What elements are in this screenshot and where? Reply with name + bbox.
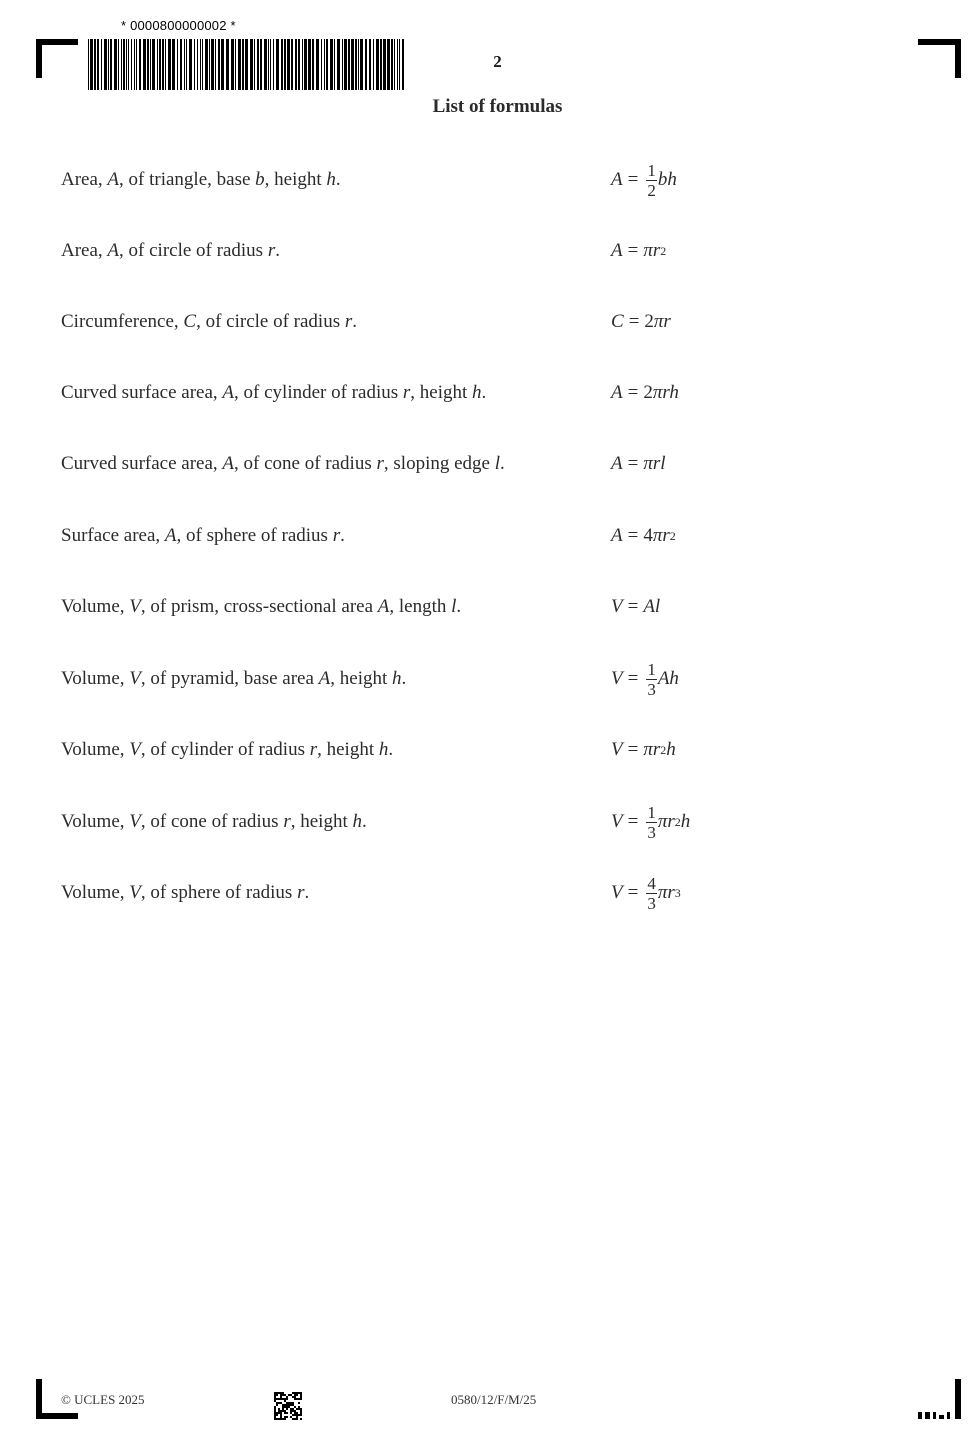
formula-term: πr bbox=[652, 525, 670, 546]
equals-sign: = bbox=[627, 453, 639, 474]
description-text: Volume, bbox=[61, 811, 130, 832]
description-text: Area, bbox=[61, 240, 108, 261]
variable: A bbox=[377, 596, 390, 617]
formula-row bbox=[61, 231, 861, 271]
formula-term: πrh bbox=[652, 382, 679, 403]
description-text: . bbox=[388, 739, 394, 760]
formula-expression: V = πr 2 h bbox=[611, 739, 676, 760]
formula-term: πr bbox=[657, 882, 675, 903]
formula-description bbox=[61, 373, 486, 413]
formula-description bbox=[61, 873, 309, 913]
variable: V bbox=[129, 882, 141, 903]
description-text: , of cylinder of radius bbox=[140, 739, 310, 760]
description-text: . bbox=[456, 596, 462, 617]
fraction bbox=[646, 661, 657, 698]
formula-row bbox=[61, 730, 861, 770]
formula-term: πr bbox=[657, 811, 675, 832]
page-title: List of formulas bbox=[432, 96, 563, 117]
formula-lhs: V bbox=[611, 739, 623, 760]
variable: l bbox=[494, 453, 501, 474]
fraction-numerator: 4 bbox=[647, 873, 656, 893]
description-text: Surface area, bbox=[61, 525, 165, 546]
coefficient: 4 bbox=[643, 525, 653, 546]
description-text: . bbox=[500, 453, 505, 474]
equals-sign: = bbox=[627, 882, 639, 903]
description-text: , of circle of radius bbox=[196, 311, 345, 332]
formula-expression bbox=[611, 302, 671, 342]
description-text: , of cone of radius bbox=[234, 453, 377, 474]
footer-copyright: © UCLES 2025 bbox=[61, 1392, 145, 1407]
formula-row bbox=[61, 373, 861, 413]
variable: A bbox=[164, 525, 177, 546]
formula-expression: V = $\frac{4}{3}$ πr 3 bbox=[611, 873, 681, 913]
formula-description bbox=[61, 516, 345, 556]
description-text: . bbox=[362, 811, 367, 832]
description-text: , of prism, cross-sectional area bbox=[140, 596, 378, 617]
variable: h bbox=[472, 382, 482, 403]
description-text: . bbox=[340, 525, 345, 546]
description-text: . bbox=[335, 169, 341, 190]
formula-term: Al bbox=[643, 596, 661, 617]
formula-description bbox=[61, 160, 341, 200]
formula-expression bbox=[611, 587, 660, 627]
variable: r bbox=[267, 240, 276, 261]
corner-code-marks bbox=[918, 1412, 952, 1419]
description-text: . bbox=[481, 382, 487, 403]
variable: h bbox=[378, 739, 389, 760]
formula-term: πrl bbox=[643, 453, 666, 474]
variable: h bbox=[352, 811, 362, 832]
variable: V bbox=[129, 668, 141, 689]
variable: h bbox=[326, 169, 336, 190]
formula-lhs: A bbox=[611, 525, 623, 546]
fraction-denominator: 3 bbox=[647, 679, 656, 699]
formula-row bbox=[61, 659, 861, 699]
variable: V bbox=[129, 811, 141, 832]
variable: A bbox=[107, 240, 120, 261]
fraction bbox=[646, 804, 657, 841]
formula-row bbox=[61, 873, 861, 913]
equals-sign: = bbox=[627, 596, 639, 617]
variable: l bbox=[451, 596, 457, 617]
footer-paper-code: 0580/12/F/M/25 bbox=[451, 1392, 537, 1407]
variable: b bbox=[255, 169, 265, 190]
description-text: . bbox=[275, 240, 280, 261]
variable: V bbox=[129, 596, 141, 617]
formula-term: πr bbox=[653, 311, 671, 332]
formula-row bbox=[61, 802, 861, 842]
description-text: . bbox=[304, 882, 310, 903]
formula-term: h bbox=[666, 739, 676, 760]
formula-expression bbox=[611, 160, 677, 200]
formula-expression: A = 4 πr 2 bbox=[611, 525, 676, 546]
formula-lhs: V bbox=[611, 596, 623, 617]
page-number: 2 bbox=[493, 52, 502, 71]
description-text: Curved surface area, bbox=[61, 453, 223, 474]
formula-lhs: A bbox=[611, 453, 623, 474]
variable: A bbox=[222, 453, 235, 474]
formula-description bbox=[61, 730, 393, 770]
description-text: , of sphere of radius bbox=[176, 525, 333, 546]
barcode-caption: * 0000800000002 * bbox=[121, 18, 236, 33]
coefficient: 2 bbox=[644, 311, 654, 332]
variable: A bbox=[318, 668, 331, 689]
description-text: . bbox=[352, 311, 358, 332]
description-text: , of sphere of radius bbox=[140, 882, 298, 903]
variable: r bbox=[402, 382, 411, 403]
formula-description bbox=[61, 587, 461, 627]
equals-sign: = bbox=[627, 382, 639, 403]
formula-lhs: V bbox=[611, 668, 623, 689]
variable: r bbox=[309, 739, 318, 760]
equals-sign: = bbox=[627, 668, 639, 689]
fraction bbox=[646, 875, 657, 912]
formula-lhs: C bbox=[611, 311, 624, 332]
description-text: Volume, bbox=[61, 739, 130, 760]
description-text: , of pyramid, base area bbox=[140, 668, 319, 689]
formula-row bbox=[61, 587, 861, 627]
description-text: Volume, bbox=[61, 882, 130, 903]
formula-lhs: A bbox=[611, 169, 623, 190]
fraction-numerator: 1 bbox=[647, 802, 656, 822]
formula-expression: A = πr 2 bbox=[611, 240, 667, 261]
equals-sign: = bbox=[628, 311, 640, 332]
description-text: . bbox=[401, 668, 407, 689]
formula-row bbox=[61, 516, 861, 556]
description-text: , height bbox=[290, 811, 353, 832]
formula-term: πr bbox=[643, 739, 661, 760]
formula-expression bbox=[611, 444, 666, 484]
description-text: , of circle of radius bbox=[119, 240, 268, 261]
equals-sign: = bbox=[627, 240, 639, 261]
equals-sign: = bbox=[627, 811, 639, 832]
fraction-denominator: 3 bbox=[647, 893, 656, 913]
fraction bbox=[646, 162, 657, 199]
variable: r bbox=[332, 525, 341, 546]
variable: r bbox=[376, 453, 384, 474]
formula-description bbox=[61, 802, 367, 842]
description-text: , of cone of radius bbox=[140, 811, 284, 832]
variable: r bbox=[297, 882, 305, 903]
description-text: Volume, bbox=[61, 596, 130, 617]
equals-sign: = bbox=[627, 169, 639, 190]
description-text: , of triangle, base bbox=[119, 169, 256, 190]
formula-lhs: A bbox=[611, 240, 623, 261]
description-text: , length bbox=[389, 596, 452, 617]
formula-row bbox=[61, 444, 861, 484]
fraction-numerator: 1 bbox=[647, 659, 656, 679]
formula-lhs: A bbox=[611, 382, 623, 403]
variable: r bbox=[283, 811, 291, 832]
formula-term: πr bbox=[643, 240, 661, 261]
description-text: Curved surface area, bbox=[61, 382, 223, 403]
variable: A bbox=[222, 382, 235, 403]
qr-code bbox=[274, 1392, 302, 1420]
description-text: , of cylinder of radius bbox=[234, 382, 403, 403]
formula-description bbox=[61, 231, 280, 271]
description-text: , height bbox=[317, 739, 379, 760]
formula-term: h bbox=[680, 811, 691, 832]
formula-expression bbox=[611, 659, 679, 699]
fraction-numerator: 1 bbox=[647, 160, 656, 180]
formula-term: Ah bbox=[657, 668, 679, 689]
description-text: Volume, bbox=[61, 668, 130, 689]
formula-description bbox=[61, 444, 505, 484]
description-text: Circumference, bbox=[61, 311, 184, 332]
fraction-denominator: 3 bbox=[647, 822, 656, 842]
formula-description bbox=[61, 302, 357, 342]
formula-row bbox=[61, 302, 861, 342]
variable: h bbox=[392, 668, 402, 689]
variable: V bbox=[129, 739, 141, 760]
description-text: , sloping edge bbox=[383, 453, 495, 474]
formula-expression: V = $\frac{1}{3}$ πr 2 h bbox=[611, 802, 691, 842]
variable: A bbox=[107, 169, 120, 190]
description-text: , height bbox=[264, 169, 327, 190]
variable: r bbox=[344, 311, 353, 332]
formula-row bbox=[61, 160, 861, 200]
formula-description bbox=[61, 659, 406, 699]
fraction-denominator: 2 bbox=[647, 180, 656, 200]
description-text: , height bbox=[330, 668, 393, 689]
equals-sign: = bbox=[627, 739, 639, 760]
description-text: Area, bbox=[61, 169, 108, 190]
description-text: , height bbox=[410, 382, 473, 403]
equals-sign: = bbox=[627, 525, 639, 546]
registration-mark-bottom-right bbox=[955, 1379, 961, 1419]
formula-expression bbox=[611, 373, 679, 413]
variable: C bbox=[183, 311, 197, 332]
formula-lhs: V bbox=[611, 811, 623, 832]
formula-term: bh bbox=[657, 169, 677, 190]
coefficient: 2 bbox=[643, 382, 653, 403]
formula-lhs: V bbox=[611, 882, 623, 903]
